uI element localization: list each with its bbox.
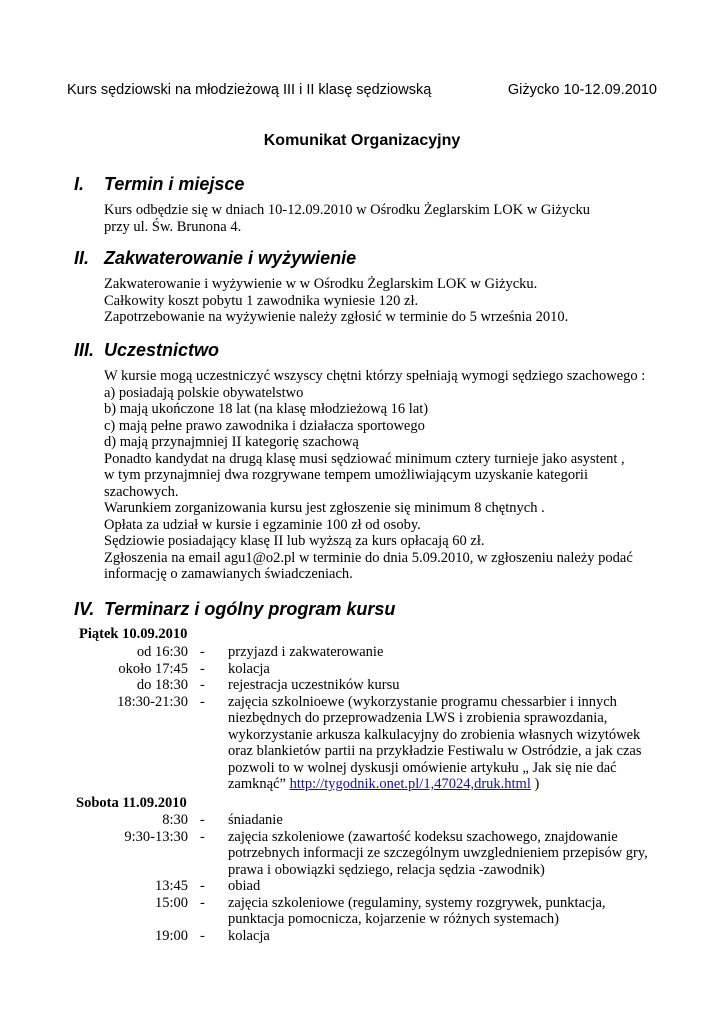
schedule-time: od 16:30: [136, 644, 188, 660]
schedule-text: niezbędnych do przeprowadzenia LWS i zrobienia sprawozdania,: [228, 710, 608, 726]
schedule-text: prawa i obowiązki sędziego, relacja sędzia -zawodnik): [228, 861, 545, 878]
schedule-row: [0, 812, 724, 829]
schedule-row: [0, 677, 724, 694]
schedule-row: [0, 644, 724, 661]
schedule-text: punktacja pomocnicza, kojarzenie w różnych systemach): [228, 911, 559, 927]
schedule-text: obiad: [228, 878, 261, 894]
section-heading-1: [74, 174, 244, 195]
header-course-title: Kurs sędziowski na młodzieżową III i II klasę sędziowską: [67, 82, 432, 98]
schedule-text: wykorzystanie arkusza kalkulacyjny do zrobienia własnych wizytówek: [228, 726, 641, 743]
section-body-3: [104, 368, 645, 583]
text-line: c) mają pełne prawo zawodnika i działacza sportowego: [104, 417, 425, 434]
text-line: Zapotrzebowanie na wyżywienie należy zgłosić w terminie do 5 września 2010.: [104, 309, 569, 325]
text-line: Sędziowie posiadający klasę II lub wyższą za kurs opłacają 60 zł.: [104, 533, 485, 549]
day-label-friday: Piątek 10.09.2010: [79, 626, 188, 642]
text-line: Całkowity koszt pobytu 1 zawodnika wyniesie 120 zł.: [104, 292, 419, 309]
section-title: Terminarz i ogólny program kursu: [104, 599, 396, 619]
page-header: [67, 82, 657, 100]
section-title: Zakwaterowanie i wyżywienie: [104, 248, 357, 268]
text-line: W kursie mogą uczestniczyć wszyscy chętni którzy spełniają wymogi sędziego szachowego :: [104, 368, 646, 384]
schedule-row: [0, 878, 724, 895]
section-number: II.: [74, 248, 90, 268]
schedule-text-with-link: [228, 776, 658, 793]
text-line: Opłata za udział w kursie i egzaminie 100 zł od osoby.: [104, 516, 421, 533]
section-body-1: [104, 202, 590, 235]
schedule-time: 18:30-21:30: [117, 693, 188, 710]
text-line: informację o zamawianych świadczeniach.: [104, 566, 353, 582]
schedule-row: [0, 661, 724, 678]
schedule-text: rejestracja uczestników kursu: [228, 677, 400, 693]
schedule-text-suffix: ): [530, 776, 540, 792]
schedule-time: 19:00: [154, 927, 188, 944]
text-line: Warunkiem zorganizowania kursu jest zgłoszenie się minimum 8 chętnych .: [104, 500, 545, 516]
schedule-dash: -: [200, 828, 205, 845]
article-link[interactable]: http://tygodnik.onet.pl/1,47024,druk.html: [289, 776, 531, 792]
header-place-date: Giżycko 10-12.09.2010: [507, 82, 657, 98]
text-line: Zakwaterowanie i wyżywienie w w Ośrodku Żeglarskim LOK w Giżycku.: [104, 276, 538, 292]
schedule-friday: [0, 644, 724, 793]
text-line: b) mają ukończone 18 lat (na klasę młodzieżową 16 lat): [104, 401, 429, 417]
schedule-dash: -: [200, 693, 205, 710]
schedule-text: śniadanie: [228, 812, 283, 828]
schedule-dash: -: [200, 812, 205, 828]
schedule-time: 13:45: [154, 878, 188, 894]
schedule-text: oraz blankietów partii na przykładzie Festiwalu w Ostródzie, a jak czas: [228, 743, 642, 759]
schedule-dash: -: [200, 927, 205, 944]
text-line: w tym przynajmniej dwa rozgrywane tempem umożliwiającym uzyskanie kategorii: [104, 467, 588, 483]
section-number: IV.: [74, 599, 95, 619]
schedule-time: 8:30: [162, 812, 188, 828]
schedule-row: [0, 895, 724, 928]
day-label-saturday: Sobota 11.09.2010: [76, 795, 187, 811]
section-heading-2: [74, 248, 356, 269]
section-number: I.: [74, 174, 85, 194]
schedule-dash: -: [200, 660, 205, 677]
schedule-row: [0, 928, 724, 945]
text-line: Ponadto kandydat na drugą klasę musi sędziować minimum cztery turnieje jako asystent ,: [104, 450, 625, 467]
schedule-dash: -: [200, 894, 205, 911]
text-line: Zgłoszenia na email agu1@o2.pl w terminie do dnia 5.09.2010, w zgłoszeniu należy podać: [104, 549, 633, 566]
schedule-time: do 18:30: [136, 677, 188, 693]
schedule-text-prefix: zamknąć”: [228, 776, 290, 792]
section-number: III.: [74, 340, 95, 360]
schedule-dash: -: [200, 677, 205, 693]
schedule-text: pozwoli to w wolnej dyskusji omówienie artykułu „ Jak się nie dać: [228, 759, 617, 776]
schedule-text: kolacja: [228, 927, 270, 944]
document-title: Komunikat Organizacyjny: [263, 132, 461, 149]
schedule-row: [0, 694, 724, 793]
schedule-text: zajęcia szkoleniowe (zawartość kodeksu szachowego, znajdowanie: [228, 828, 618, 845]
schedule-saturday: [0, 812, 724, 944]
text-line: przy ul. Św. Brunona 4.: [104, 218, 242, 235]
schedule-time: 9:30-13:30: [124, 828, 188, 845]
section-title: Termin i miejsce: [104, 174, 245, 194]
schedule-time: 15:00: [154, 894, 188, 911]
schedule-time: około 17:45: [118, 660, 188, 677]
section-heading-4: [74, 599, 395, 620]
section-heading-3: [74, 340, 219, 361]
schedule-dash: -: [200, 644, 205, 660]
text-line: d) mają przynajmniej II kategorię szachową: [104, 434, 359, 450]
text-line: a) posiadają polskie obywatelstwo: [104, 384, 304, 401]
schedule-text: zajęcia szkoleniowe (regulaminy, systemy rozgrywek, punktacja,: [228, 894, 606, 911]
section-body-2: [104, 276, 568, 326]
text-line: Kurs odbędzie się w dniach 10-12.09.2010 w Ośrodku Żeglarskim LOK w Giżycku: [104, 202, 591, 218]
schedule-text: kolacja: [228, 660, 270, 677]
schedule-row: [0, 829, 724, 879]
schedule-dash: -: [200, 878, 205, 894]
text-line: szachowych.: [104, 483, 179, 500]
schedule-text: przyjazd i zakwaterowanie: [228, 644, 384, 660]
schedule-text: zajęcia szkolnioewe (wykorzystanie programu chessarbier i innych: [228, 693, 617, 710]
section-title: Uczestnictwo: [104, 340, 220, 360]
schedule-text: potrzebnych informacji ze szczególnym uwzglednieniem przepisów gry,: [228, 845, 648, 861]
